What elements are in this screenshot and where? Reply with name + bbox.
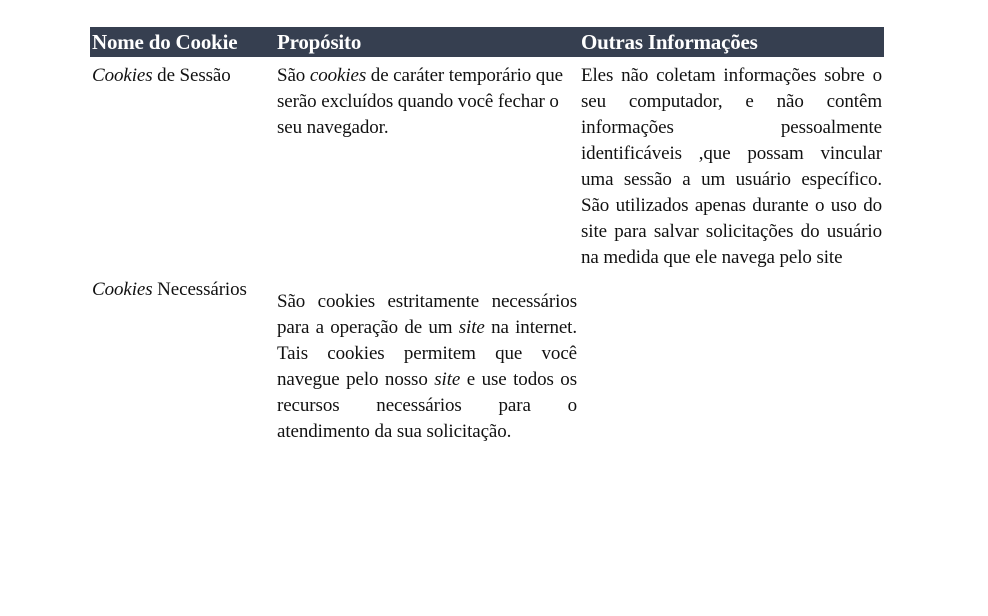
cookie-name-cell xyxy=(90,275,275,445)
purpose-cell xyxy=(275,275,579,445)
purpose-text: São cookies estritamente necessários para a operação de um xyxy=(277,291,577,338)
header-cookie-name: Nome do Cookie xyxy=(92,30,238,54)
purpose-italic: site xyxy=(458,317,485,338)
cookie-name-cell xyxy=(90,57,275,275)
purpose-italic: cookies xyxy=(309,65,367,86)
header-other-info: Outras Informações xyxy=(581,30,758,54)
purpose-italic: site xyxy=(434,369,461,390)
cookie-name-text: de Sessão xyxy=(152,65,231,86)
cookie-name-text: Necessários xyxy=(152,279,247,300)
table-row xyxy=(90,57,884,275)
purpose-cell xyxy=(275,57,579,275)
purpose-text: São xyxy=(277,65,310,86)
purpose-text: de caráter temporário que serão excluídos quando você fechar o seu navegador. xyxy=(277,65,563,138)
other-info-cell xyxy=(579,275,884,445)
table-row xyxy=(90,275,884,445)
cookie-table xyxy=(90,27,884,445)
cookie-name-italic: Cookies xyxy=(92,65,153,86)
purpose-text: e use todos os recursos necessários para o atendimento da sua solicitação. xyxy=(277,369,577,442)
other-info-cell: Eles não coletam informações sobre o seu computador, e não contêm informações pessoalmente identificáveis ,que possam vincular uma sessão a um usuário específico. São utilizados apenas durante o uso do site para salvar solicitações do usuário na medida que ele navega pelo site xyxy=(581,65,882,268)
table-header-row xyxy=(90,27,884,57)
cookie-name-italic: Cookies xyxy=(92,279,153,300)
header-purpose: Propósito xyxy=(277,30,362,54)
table-header xyxy=(90,27,884,57)
purpose-text: na internet. Tais cookies permitem que você navegue pelo nosso xyxy=(277,317,578,390)
